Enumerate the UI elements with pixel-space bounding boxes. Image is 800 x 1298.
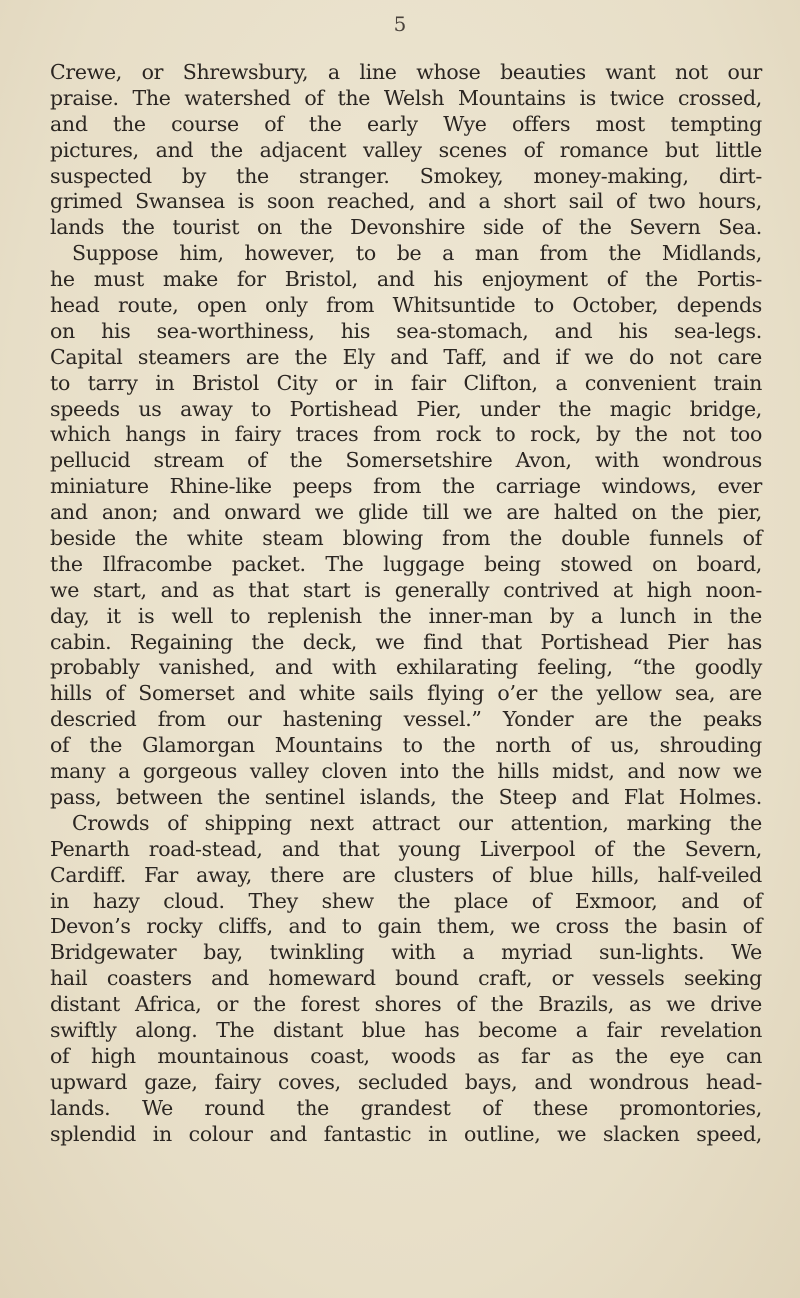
text-line: Penarth road-stead, and that young Liverpool of the Severn, [50,836,762,861]
text-line: of the Glamorgan Mountains to the north of us, shrouding [50,733,762,758]
text-line: miniature Rhine-like peeps from the carriage windows, ever [50,474,762,499]
text-line: pass, between the sentinel islands, the Steep and Flat Holmes. [50,784,762,809]
text-line: descried from our hastening vessel.” Yonder are the peaks [50,707,762,732]
text-line: in hazy cloud. They shew the place of Exmoor, and of [50,888,762,913]
text-line: Crowds of shipping next attract our attention, marking the [72,810,762,835]
text-line: probably vanished, and with exhilarating feeling, “the goodly [50,655,762,680]
text-line: swiftly along. The distant blue has become a fair revelation [50,1017,762,1042]
text-line: the Ilfracombe packet. The luggage being stowed on board, [50,551,762,576]
text-line: Capital steamers are the Ely and Taff, and if we do not care [50,344,762,369]
text-line: we start, and as that start is generally contrived at high noon- [50,577,762,602]
text-line: on his sea-worthiness, his sea-stomach, and his sea-legs. [50,318,762,343]
text-line: to tarry in Bristol City or in fair Clifton, a convenient train [50,370,762,395]
text-line: Bridgewater bay, twinkling with a myriad sun-lights. We [50,940,762,965]
text-line: pellucid stream of the Somersetshire Avon, with wondrous [50,448,762,473]
text-line: cabin. Regaining the deck, we find that Portishead Pier has [50,629,762,654]
text-line: hills of Somerset and white sails flying o’er the yellow sea, are [50,681,762,706]
text-line: lands. We round the grandest of these promontories, [50,1095,762,1120]
text-line: and the course of the early Wye offers most tempting [50,111,762,136]
text-line: Cardiff. Far away, there are clusters of blue hills, half-veiled [50,862,762,887]
text-line: hail coasters and homeward bound craft, or vessels seeking [50,966,762,991]
text-line: praise. The watershed of the Welsh Mountains is twice crossed, [50,85,762,110]
text-line: speeds us away to Portishead Pier, under the magic bridge, [50,396,762,421]
page-number: 5 [393,12,407,36]
text-line: Suppose him, however, to be a man from the Midlands, [72,241,762,266]
text-line: of high mountainous coast, woods as far as the eye can [50,1043,762,1068]
text-line: suspected by the stranger. Smokey, money-making, dirt- [50,163,762,188]
text-line: Crewe, or Shrewsbury, a line whose beauties want not our [50,60,762,84]
text-line: splendid in colour and fantastic in outline, we slacken speed, [50,1121,762,1146]
text-line: he must make for Bristol, and his enjoyment of the Portis- [50,267,762,292]
text-line: grimed Swansea is soon reached, and a short sail of two hours, [50,189,762,214]
body-text [50,60,762,1147]
text-line: beside the white steam blowing from the double funnels of [50,526,762,551]
text-line: head route, open only from Whitsuntide to October, depends [50,293,762,318]
text-line: many a gorgeous valley cloven into the hills midst, and now we [50,759,762,784]
text-line: which hangs in fairy traces from rock to rock, by the not too [50,422,762,447]
text-line: Devon’s rocky cliffs, and to gain them, we cross the basin of [50,914,762,939]
text-line: distant Africa, or the forest shores of the Brazils, as we drive [50,992,762,1017]
text-line: lands the tourist on the Devonshire side of the Severn Sea. [50,215,762,240]
text-line: pictures, and the adjacent valley scenes of romance but little [50,137,762,162]
text-line: day, it is well to replenish the inner-man by a lunch in the [50,603,762,628]
text-line: and anon; and onward we glide till we are halted on the pier, [50,500,762,525]
text-line: upward gaze, fairy coves, secluded bays, and wondrous head- [50,1069,762,1094]
